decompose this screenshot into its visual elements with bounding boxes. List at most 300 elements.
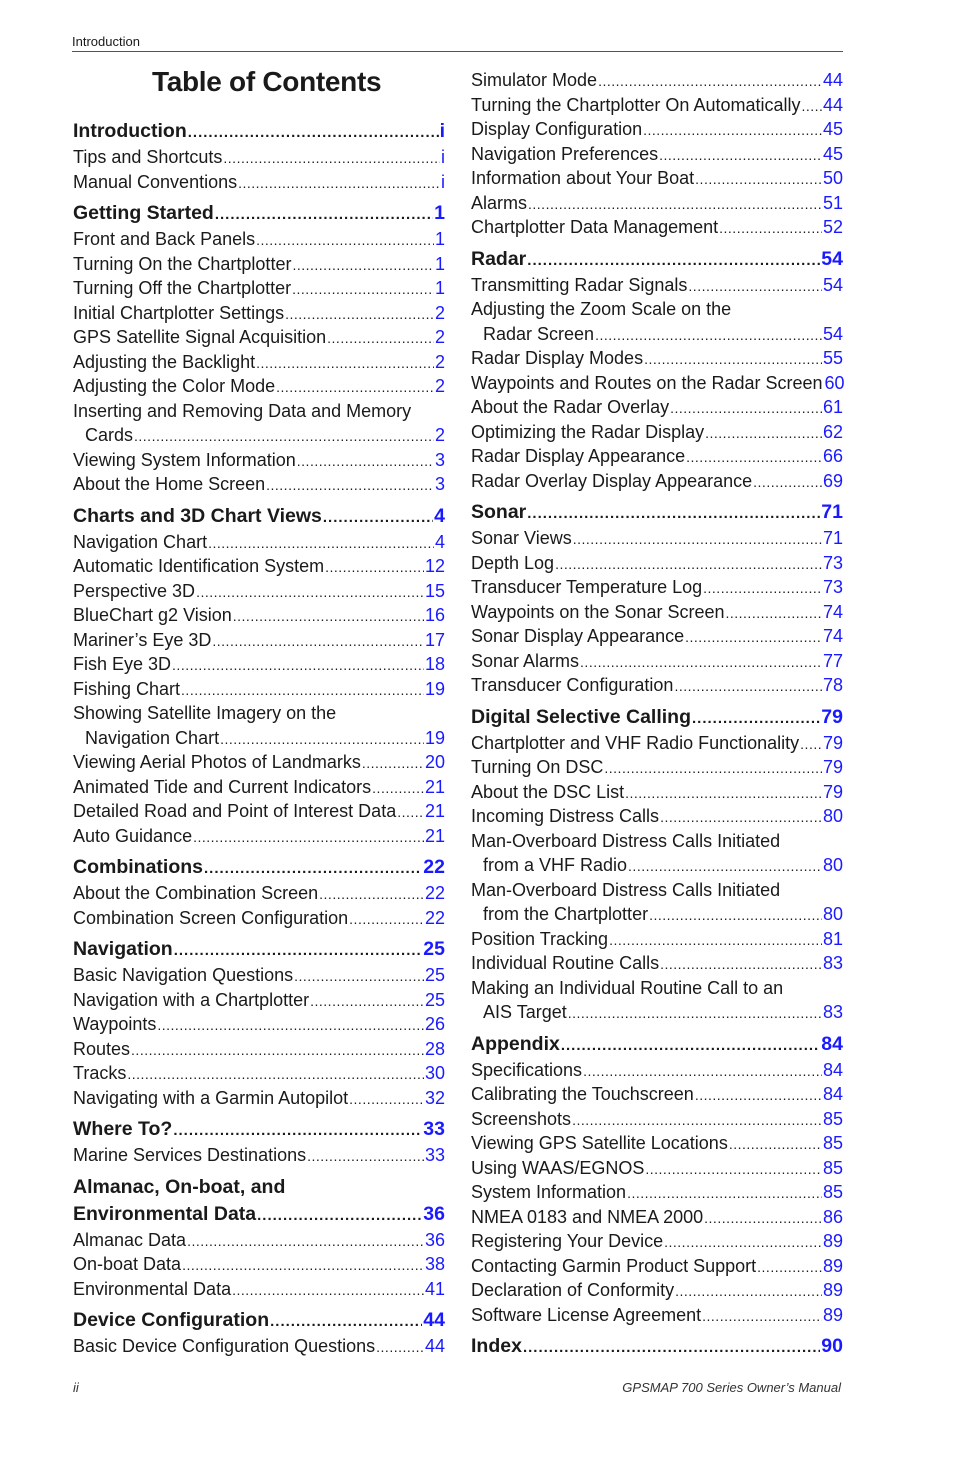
toc-section xyxy=(471,68,843,240)
page-link[interactable]: 89 xyxy=(822,1280,843,1300)
page-link[interactable]: 2 xyxy=(434,327,445,347)
toc-entry-label-line: Showing Satellite Imagery on the xyxy=(73,703,337,723)
page-link[interactable]: 12 xyxy=(424,556,445,576)
dot-leader xyxy=(397,799,424,825)
toc-entry[interactable] xyxy=(73,252,445,277)
page-link[interactable]: 22 xyxy=(424,907,445,928)
page-link[interactable]: 52 xyxy=(822,217,843,237)
entry-label: Navigation Chart xyxy=(85,727,220,748)
toc-entry[interactable] xyxy=(73,1143,445,1168)
toc-section-entry[interactable] xyxy=(73,1201,445,1228)
page-link[interactable]: 89 xyxy=(822,1255,843,1276)
page-link[interactable]: 25 xyxy=(424,965,445,985)
page-link[interactable]: 85 xyxy=(822,1157,843,1178)
page-link[interactable]: 74 xyxy=(822,601,843,622)
page-link[interactable]: 60 xyxy=(824,372,845,393)
dot-leader xyxy=(609,927,822,953)
page-link[interactable]: 84 xyxy=(822,1084,843,1104)
page-link[interactable]: 69 xyxy=(822,470,843,491)
page-link[interactable]: 44 xyxy=(822,70,843,90)
dot-leader xyxy=(523,1333,820,1361)
dot-leader xyxy=(528,191,822,217)
page-link[interactable]: 50 xyxy=(822,168,843,188)
page-link[interactable]: 71 xyxy=(821,501,843,523)
manual-title: GPSMAP 700 Series Owner’s Manual xyxy=(622,1380,841,1395)
entry-label: Device Configuration xyxy=(73,1309,270,1331)
toc-entry[interactable] xyxy=(73,170,445,195)
toc-section-entry[interactable] xyxy=(471,499,843,526)
dot-leader xyxy=(256,350,434,376)
toc-section-entry[interactable] xyxy=(471,1333,843,1360)
entry-label: Adjusting the Color Mode xyxy=(73,376,276,396)
toc-section xyxy=(471,1031,843,1328)
entry-label: Simulator Mode xyxy=(471,70,598,90)
page-link[interactable]: 20 xyxy=(424,752,445,772)
toc-entry[interactable] xyxy=(471,1058,843,1083)
page-link[interactable]: 38 xyxy=(424,1254,445,1274)
toc-entry[interactable] xyxy=(471,191,843,216)
page-link[interactable]: i xyxy=(441,147,445,167)
toc-entry[interactable] xyxy=(471,951,843,976)
toc-entry[interactable] xyxy=(73,750,445,775)
toc-entry[interactable] xyxy=(73,1012,445,1037)
page-link[interactable]: 21 xyxy=(424,801,445,821)
dot-leader xyxy=(561,1031,820,1059)
toc-entry[interactable] xyxy=(73,906,445,931)
page-link[interactable]: 71 xyxy=(822,528,843,548)
entry-label: NMEA 0183 and NMEA 2000 xyxy=(471,1206,704,1227)
entry-label: Transmitting Radar Signals xyxy=(471,274,688,295)
toc-entry[interactable] xyxy=(471,68,843,93)
toc-entry[interactable] xyxy=(471,166,843,191)
page-link[interactable]: 33 xyxy=(424,1145,445,1165)
page-link[interactable]: 32 xyxy=(424,1087,445,1108)
toc-entry[interactable] xyxy=(73,603,445,628)
dot-leader xyxy=(193,824,424,850)
dot-leader xyxy=(664,1229,822,1255)
toc-entry[interactable] xyxy=(471,780,843,805)
toc-entry[interactable] xyxy=(73,775,445,800)
page-link[interactable]: 44 xyxy=(423,1309,445,1331)
dot-leader xyxy=(802,93,822,119)
entry-label: Basic Device Configuration Questions xyxy=(73,1336,376,1356)
toc-entry[interactable] xyxy=(471,395,843,420)
dot-leader xyxy=(644,346,822,372)
page-link[interactable]: 25 xyxy=(423,938,445,960)
toc-section-entry[interactable] xyxy=(471,246,843,273)
page-link[interactable]: 86 xyxy=(822,1206,843,1227)
page-link[interactable]: 73 xyxy=(822,577,843,597)
toc-entry[interactable] xyxy=(471,1303,843,1328)
toc-entry[interactable] xyxy=(73,677,445,702)
toc-section xyxy=(471,704,843,1025)
page-link[interactable]: 28 xyxy=(424,1038,445,1059)
page-link[interactable]: 41 xyxy=(424,1278,445,1299)
toc-entry[interactable] xyxy=(471,600,843,625)
page-link[interactable]: 79 xyxy=(822,732,843,753)
dot-leader xyxy=(670,395,822,421)
toc-section-entry[interactable] xyxy=(73,1116,445,1143)
page-link[interactable]: 21 xyxy=(424,825,445,846)
page-link[interactable]: 85 xyxy=(822,1108,843,1129)
page-link[interactable]: 85 xyxy=(822,1133,843,1153)
page-link[interactable]: 2 xyxy=(434,425,445,445)
dot-leader xyxy=(372,775,424,801)
entry-label: Front and Back Panels xyxy=(73,229,256,249)
toc-entry[interactable] xyxy=(471,902,843,927)
toc-entry[interactable] xyxy=(471,1254,843,1279)
page-link[interactable]: 54 xyxy=(821,247,843,270)
toc-entry[interactable] xyxy=(471,1131,843,1156)
toc-entry[interactable] xyxy=(471,371,843,396)
toc-entry[interactable] xyxy=(471,93,843,118)
page-link[interactable]: 4 xyxy=(434,504,445,527)
entry-label: Viewing GPS Satellite Locations xyxy=(471,1133,728,1153)
toc-entry[interactable] xyxy=(471,853,843,878)
entry-label: from a VHF Radio xyxy=(483,855,628,875)
page-link[interactable]: 22 xyxy=(424,883,445,903)
toc-entry[interactable] xyxy=(73,579,445,604)
toc-entry[interactable] xyxy=(73,301,445,326)
dot-leader xyxy=(181,677,424,703)
page-link[interactable]: 85 xyxy=(822,1182,843,1202)
toc-entry[interactable] xyxy=(73,423,445,448)
page-link[interactable]: 44 xyxy=(424,1336,445,1356)
page-link[interactable]: 44 xyxy=(822,94,843,115)
page-link[interactable]: 83 xyxy=(822,953,843,973)
dot-leader xyxy=(349,906,424,932)
entry-label: System Information xyxy=(471,1182,627,1202)
toc-section-entry[interactable] xyxy=(73,118,445,145)
toc-entry[interactable] xyxy=(73,472,445,497)
toc-entry[interactable] xyxy=(471,673,843,698)
page-link[interactable]: 26 xyxy=(424,1014,445,1034)
toc-entry[interactable] xyxy=(471,1082,843,1107)
page-link[interactable]: 55 xyxy=(822,348,843,368)
dot-leader xyxy=(256,227,434,253)
entry-label: Incoming Distress Calls xyxy=(471,806,660,826)
toc-entry[interactable] xyxy=(73,350,445,375)
entry-label: Radar Display Modes xyxy=(471,348,644,368)
toc-entry[interactable] xyxy=(73,1228,445,1253)
entry-label: Turning the Chartplotter On Automatically xyxy=(471,94,801,115)
page-link[interactable]: 61 xyxy=(822,397,843,417)
entry-label: Navigation with a Chartplotter xyxy=(73,989,310,1010)
toc-entry[interactable] xyxy=(73,881,445,906)
page-link[interactable]: 21 xyxy=(424,776,445,797)
dot-leader xyxy=(753,469,822,495)
page-link[interactable]: 19 xyxy=(424,678,445,699)
entry-label: AIS Target xyxy=(483,1002,567,1022)
toc-section-entry[interactable] xyxy=(73,936,445,963)
toc-entry[interactable] xyxy=(73,726,445,751)
toc-entry[interactable] xyxy=(73,652,445,677)
page-link[interactable]: 66 xyxy=(822,446,843,466)
entry-label: Optimizing the Radar Display xyxy=(471,421,705,442)
entry-label: Sonar Alarms xyxy=(471,650,580,671)
toc-section xyxy=(73,1174,445,1302)
toc-entry[interactable] xyxy=(471,649,843,674)
toc-entry[interactable] xyxy=(471,346,843,371)
page-link[interactable]: 80 xyxy=(822,806,843,826)
entry-label: Fish Eye 3D xyxy=(73,654,172,674)
dot-leader xyxy=(686,444,822,470)
entry-label: Waypoints and Routes on the Radar Screen xyxy=(471,372,823,393)
dot-leader xyxy=(204,854,422,882)
entry-label: Automatic Identification System xyxy=(73,556,325,576)
toc-entry[interactable] xyxy=(471,142,843,167)
dot-leader xyxy=(583,1058,822,1084)
toc-section-entry[interactable] xyxy=(471,1031,843,1058)
toc-entry[interactable] xyxy=(73,227,445,252)
toc-entry-label-line: Man-Overboard Distress Calls Initiated xyxy=(471,879,781,900)
page-link[interactable]: 54 xyxy=(822,323,843,344)
page-link[interactable]: 81 xyxy=(822,928,843,949)
toc-entry[interactable] xyxy=(471,755,843,780)
entry-label: GPS Satellite Signal Acquisition xyxy=(73,327,327,347)
page-link[interactable]: 79 xyxy=(822,757,843,777)
toc-entry[interactable] xyxy=(73,554,445,579)
entry-label: Waypoints on the Sonar Screen xyxy=(471,601,725,622)
page-link[interactable]: 36 xyxy=(423,1202,445,1225)
entry-label: Cards xyxy=(85,425,134,445)
page-link[interactable]: 16 xyxy=(424,605,445,625)
entry-label: Viewing System Information xyxy=(73,449,296,470)
toc-entry[interactable] xyxy=(73,448,445,473)
page-link[interactable]: i xyxy=(441,171,445,192)
dot-leader xyxy=(757,1254,822,1280)
entry-label: Software License Agreement xyxy=(471,1304,702,1325)
toc-entry[interactable] xyxy=(471,927,843,952)
page-link[interactable]: 36 xyxy=(424,1229,445,1250)
page-link[interactable]: 45 xyxy=(822,143,843,164)
entry-label: Sonar Display Appearance xyxy=(471,626,685,646)
page-link[interactable]: 30 xyxy=(424,1063,445,1083)
page-link[interactable]: 2 xyxy=(434,302,445,323)
entry-label: Routes xyxy=(73,1038,131,1059)
page-link[interactable]: 78 xyxy=(822,675,843,695)
dot-leader xyxy=(628,853,822,879)
page-link[interactable]: 15 xyxy=(424,580,445,601)
dot-leader xyxy=(719,215,822,241)
dot-leader xyxy=(297,448,434,474)
toc-entry[interactable] xyxy=(73,824,445,849)
toc-section xyxy=(73,118,445,194)
entry-label: Initial Chartplotter Settings xyxy=(73,302,285,323)
toc-section-entry[interactable] xyxy=(73,200,445,227)
page-link[interactable]: 45 xyxy=(822,119,843,139)
toc-entry[interactable] xyxy=(471,1156,843,1181)
entry-label: Turning Off the Chartplotter xyxy=(73,278,292,298)
page-link[interactable]: 1 xyxy=(434,202,445,224)
page-title: Table of Contents xyxy=(152,66,382,97)
entry-label: Calibrating the Touchscreen xyxy=(471,1084,694,1104)
entry-label: Using WAAS/EGNOS xyxy=(471,1157,645,1178)
page-link[interactable]: 90 xyxy=(821,1335,843,1357)
dot-leader xyxy=(580,649,822,675)
page-link[interactable]: i xyxy=(439,120,445,142)
toc-entry[interactable] xyxy=(73,374,445,399)
dot-leader xyxy=(294,963,424,989)
dot-leader xyxy=(705,420,822,446)
dot-leader xyxy=(704,1205,822,1231)
page-link[interactable]: 73 xyxy=(822,552,843,573)
dot-leader xyxy=(270,1307,422,1335)
page-link[interactable]: 80 xyxy=(822,904,843,924)
page-link[interactable]: 79 xyxy=(822,781,843,802)
toc-entry[interactable] xyxy=(73,325,445,350)
page-link[interactable]: 79 xyxy=(821,705,843,728)
toc-section-title: Almanac, On-boat, and xyxy=(73,1175,286,1198)
dot-leader xyxy=(688,273,822,299)
toc-entry[interactable] xyxy=(471,624,843,649)
toc-entry[interactable] xyxy=(471,1205,843,1230)
toc-section-entry[interactable] xyxy=(73,1307,445,1334)
toc-entry[interactable] xyxy=(471,1107,843,1132)
toc-section-entry[interactable] xyxy=(471,704,843,731)
toc-entry[interactable] xyxy=(471,469,843,494)
toc-entry[interactable] xyxy=(73,628,445,653)
toc-entry[interactable] xyxy=(73,1086,445,1111)
dot-leader xyxy=(800,731,822,757)
dot-leader xyxy=(685,624,822,650)
toc-entry[interactable] xyxy=(471,1000,843,1025)
toc-entry[interactable] xyxy=(73,276,445,301)
toc-entry[interactable] xyxy=(471,215,843,240)
dot-leader xyxy=(276,374,434,400)
dot-leader xyxy=(568,1000,822,1026)
dot-leader xyxy=(625,780,822,806)
running-header: Introduction xyxy=(72,34,843,52)
toc-entry[interactable] xyxy=(471,1180,843,1205)
entry-label: Navigation Chart xyxy=(73,531,208,552)
page-link[interactable]: 74 xyxy=(822,626,843,646)
entry-label: Screenshots xyxy=(471,1108,572,1129)
page-link[interactable]: 77 xyxy=(822,650,843,671)
dot-leader xyxy=(212,628,424,654)
toc-entry[interactable] xyxy=(73,1037,445,1062)
page-link[interactable]: 80 xyxy=(822,855,843,875)
page-link[interactable]: 19 xyxy=(424,727,445,748)
entry-label: Combinations xyxy=(73,856,203,878)
toc-entry[interactable] xyxy=(73,799,445,824)
page-link[interactable]: 4 xyxy=(434,531,445,552)
toc-entry-label-line: Man-Overboard Distress Calls Initiated xyxy=(471,830,781,851)
dot-leader xyxy=(674,673,822,699)
toc-section-entry[interactable] xyxy=(73,503,445,530)
toc-entry[interactable] xyxy=(471,731,843,756)
page-link[interactable]: 83 xyxy=(822,1002,843,1022)
page-link[interactable]: 51 xyxy=(822,192,843,213)
dot-leader xyxy=(173,1116,422,1144)
page-link[interactable]: 1 xyxy=(434,229,445,249)
toc-entry[interactable] xyxy=(471,273,843,298)
page-link[interactable]: 89 xyxy=(822,1304,843,1325)
toc-entry[interactable] xyxy=(471,526,843,551)
toc-entry[interactable] xyxy=(471,804,843,829)
toc-entry-label-line: Adjusting the Zoom Scale on the xyxy=(471,299,732,319)
entry-label: About the Combination Screen xyxy=(73,883,319,903)
page-link[interactable]: 62 xyxy=(822,421,843,442)
page-link[interactable]: 2 xyxy=(434,376,445,396)
page-link[interactable]: 2 xyxy=(434,351,445,372)
entry-label: Turning On DSC xyxy=(471,757,604,777)
dot-leader xyxy=(573,526,822,552)
entry-label: Perspective 3D xyxy=(73,580,196,601)
toc-entry[interactable] xyxy=(471,1229,843,1254)
dot-leader xyxy=(182,1252,424,1278)
page-link[interactable]: 3 xyxy=(434,474,445,494)
entry-label: Basic Navigation Questions xyxy=(73,965,294,985)
page-link[interactable]: 54 xyxy=(822,274,843,295)
toc-entry[interactable] xyxy=(471,322,843,347)
toc-section-entry[interactable] xyxy=(73,854,445,881)
toc-section xyxy=(73,1307,445,1359)
dot-leader xyxy=(675,1278,822,1304)
dot-leader xyxy=(659,142,822,168)
toc-entry[interactable] xyxy=(73,963,445,988)
toc-entry[interactable] xyxy=(73,145,445,170)
page-link[interactable]: 3 xyxy=(434,449,445,470)
toc-entry[interactable] xyxy=(471,444,843,469)
dot-leader xyxy=(257,1201,422,1229)
dot-leader xyxy=(325,554,424,580)
entry-label: Charts and 3D Chart Views xyxy=(73,504,322,527)
toc-entry[interactable] xyxy=(471,575,843,600)
entry-label: Auto Guidance xyxy=(73,825,193,846)
dot-leader xyxy=(238,170,440,196)
page-link[interactable]: 17 xyxy=(424,629,445,650)
toc-entry[interactable] xyxy=(73,1252,445,1277)
dot-leader xyxy=(134,423,434,449)
entry-label: About the Home Screen xyxy=(73,474,266,494)
toc-entry[interactable] xyxy=(73,1277,445,1302)
page-link[interactable]: 18 xyxy=(424,654,445,674)
dot-leader xyxy=(604,755,822,781)
page-link[interactable]: 1 xyxy=(434,278,445,298)
toc-section xyxy=(73,854,445,930)
toc-entry[interactable] xyxy=(471,1278,843,1303)
page-link[interactable]: 89 xyxy=(822,1231,843,1251)
dot-leader xyxy=(362,750,424,776)
entry-label: Digital Selective Calling xyxy=(471,705,691,728)
page-link[interactable]: 1 xyxy=(434,253,445,274)
page-link[interactable]: 84 xyxy=(821,1032,843,1055)
dot-leader xyxy=(643,117,822,143)
entry-label: Individual Routine Calls xyxy=(471,953,660,973)
dot-leader xyxy=(157,1012,424,1038)
toc-entry[interactable] xyxy=(471,551,843,576)
entry-label: Almanac Data xyxy=(73,1229,187,1250)
page-link[interactable]: 25 xyxy=(424,989,445,1010)
entry-label: Transducer Temperature Log xyxy=(471,577,703,597)
toc-entry[interactable] xyxy=(73,530,445,555)
entry-label: Combination Screen Configuration xyxy=(73,907,349,928)
toc-entry[interactable] xyxy=(73,988,445,1013)
entry-label: Detailed Road and Point of Interest Data xyxy=(73,801,397,821)
toc-section xyxy=(471,1333,843,1360)
dot-leader xyxy=(220,726,424,752)
toc-entry[interactable] xyxy=(73,1334,445,1359)
page-link[interactable]: 22 xyxy=(423,856,445,878)
toc-entry[interactable] xyxy=(471,420,843,445)
dot-leader xyxy=(233,603,424,629)
page-link[interactable]: 33 xyxy=(423,1118,445,1140)
page-link[interactable]: 84 xyxy=(822,1059,843,1080)
toc-entry[interactable] xyxy=(471,117,843,142)
toc-entry[interactable] xyxy=(73,1061,445,1086)
entry-label: Alarms xyxy=(471,192,528,213)
